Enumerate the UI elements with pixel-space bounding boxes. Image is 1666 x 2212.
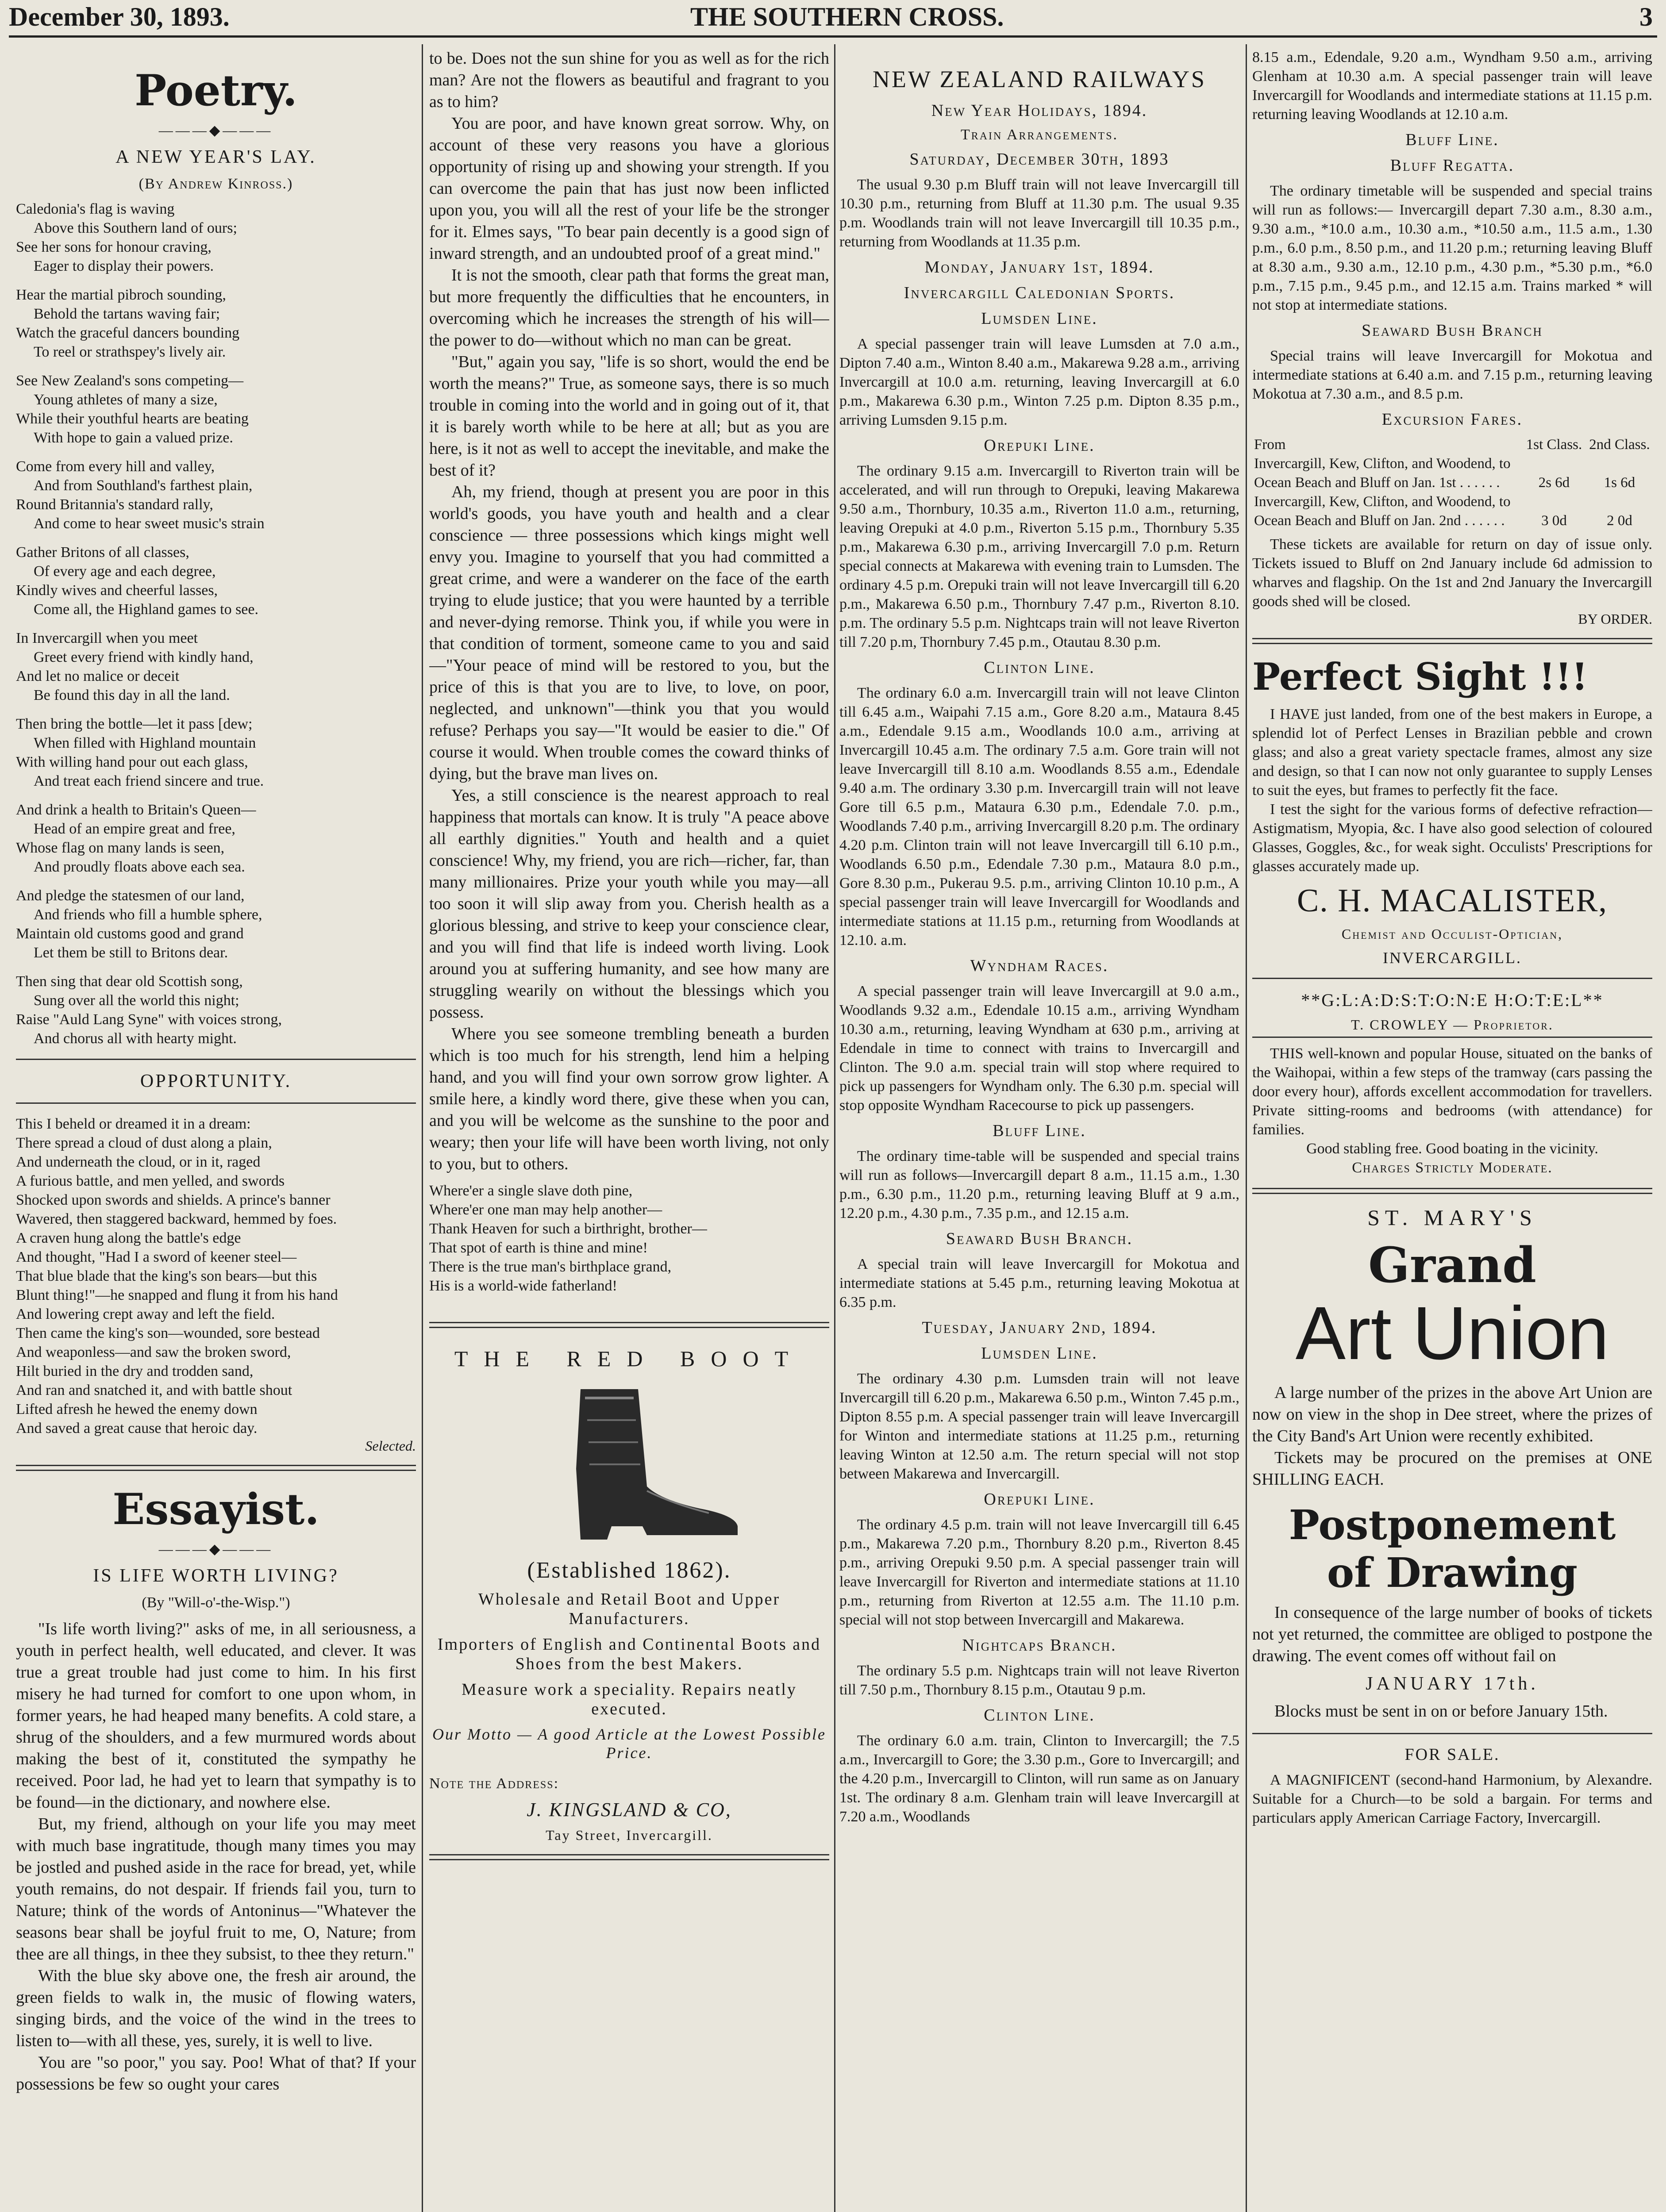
- poem-line: And lowering crept away and left the field.: [16, 1306, 275, 1322]
- poem-line: With willing hand pour out each glass,: [16, 754, 248, 770]
- fares-column-header: 2nd Class.: [1589, 437, 1650, 453]
- for-sale-text: A MAGNIFICENT (second-hand Harmonium, by Alexandre. Suitable for a Church—to be sold a bargain. For terms and particulars apply American Carriage Factory, Invercargill.: [1252, 1772, 1652, 1826]
- poem-line: Greet every friend with kindly hand,: [34, 649, 254, 665]
- poem-line: Watch the graceful dancers bounding: [16, 325, 240, 341]
- boot-illustration: [514, 1380, 744, 1548]
- art-union-heading-3: Art Union: [1295, 1291, 1609, 1375]
- section-heading: Lumsden Line.: [981, 1344, 1098, 1363]
- hotel-proprietor: T. CROWLEY — Proprietor.: [1252, 1017, 1652, 1038]
- poem-line: Maintain old customs good and grand: [16, 926, 244, 942]
- column-4: [1252, 48, 1652, 2212]
- poem-line: Blunt thing!"—he snapped and flung it from his hand: [16, 1287, 338, 1303]
- for-sale-heading: FOR SALE.: [1404, 1745, 1500, 1764]
- fares-text: These tickets are available for return on day of issue only. Tickets issued to Bluff on 2nd January include 6d admission to wharves and flagship. On the 1st and 2nd January the Invercargill goods shed will be closed.: [1252, 536, 1652, 610]
- poem-line: Whose flag on many lands is seen,: [16, 840, 225, 856]
- regatta-text: The ordinary timetable will be suspended and special trains will run as follows:— Invercargill depart 7.30 a.m., 8.30 a.m., 9.30 a.m., *10.0 a.m., 10.30 a.m., *10.50 a.m., 11.5 a.m., 1.30 p.m., 6.0 p.m., 8.50 p.m., and 11.20 p.m.; returning leaving Bluff at 8.30 a.m., 9.30 a.m., 12.10 p.m., 4.30 p.m., *5.30 p.m., *6.0 p.m., 7.15 p.m., 9.45 p.m., and 12.15 a.m. Trains marked * will not stop at intermediate stations.: [1252, 183, 1652, 313]
- hotel-heading: **G:L:A:D:S:T:O:N:E H:O:T:E:L**: [1301, 990, 1604, 1010]
- stanza: [16, 457, 416, 533]
- notice-text: A special train will leave Invercargill for Mokotua and intermediate stations at 5.45 p.m., returning leaving Mokotua at 6.35 p.m.: [839, 1256, 1239, 1310]
- poem-line: And friends who fill a humble sphere,: [34, 906, 262, 923]
- stanza: [16, 800, 416, 876]
- newspaper-title: THE SOUTHERN CROSS.: [690, 2, 1004, 31]
- notice-text: The usual 9.30 p.m Bluff train will not leave Invercargill till 10.30 p.m., returning from Bluff at 11.30 p.m. The usual 9.35 p.m. Woodlands train will not leave Invercargill till 10.35 p.m., returning from Woodlands at 11.35 p.m.: [839, 177, 1239, 250]
- fares-cell: Invercargill, Kew, Clifton, and Woodend, to Ocean Beach and Bluff on Jan. 2nd . . . . . .: [1254, 494, 1511, 529]
- verse-line: Thank Heaven for such a birthright, brother—: [429, 1221, 707, 1237]
- poem-line: And proudly floats above each sea.: [34, 859, 245, 875]
- column-rule: [834, 44, 835, 2212]
- section-heading: Invercargill Caledonian Sports.: [904, 284, 1175, 302]
- poem-line: While their youthful hearts are beating: [16, 411, 249, 427]
- poem-line: Hear the martial pibroch sounding,: [16, 287, 226, 303]
- section-heading: Lumsden Line.: [981, 309, 1098, 328]
- fares-cell: 2s 6d: [1538, 475, 1570, 491]
- fares-cell: Invercargill, Kew, Clifton, and Woodend, to Ocean Beach and Bluff on Jan. 1st . . . . . .: [1254, 456, 1511, 491]
- verse-line: That spot of earth is thine and mine!: [429, 1240, 648, 1256]
- section-heading: Saturday, December 30th, 1893: [909, 150, 1170, 169]
- poem-line: And come to hear sweet music's strain: [34, 515, 265, 532]
- ornament: ———◆———: [158, 122, 273, 138]
- stanza: [16, 371, 416, 447]
- poem-line: A craven hung along the battle's edge: [16, 1230, 241, 1246]
- poem-line: And from Southland's farthest plain,: [34, 477, 253, 494]
- red-boot-lines: [429, 1590, 829, 1719]
- poem-line: Round Britannia's standard rally,: [16, 496, 213, 513]
- stanza: [16, 886, 416, 962]
- poetry-heading: Poetry.: [135, 65, 297, 115]
- poem-line: Sung over all the world this night;: [34, 992, 239, 1009]
- essay-paragraph: Where you see someone trembling beneath a burden which is too much for his strength, lend him a helping hand, and you will find your own sorrow grow lighter. A smile here, a kindly word there, give these when you can, and you will be welcome as the sunshine to the poor and weary; then your life will have been worth living, not only to you, but to others.: [429, 1025, 829, 1173]
- perfect-sight-heading: Perfect Sight !!!: [1252, 655, 1588, 699]
- essay-paragraph: "But," again you say, "life is so short, would the end be worth the means?" True, as someone says, there is so much trouble in coming into the world and in going out of it, that it is barely worth while to be here at all; but as you are here, is it not as well to accept the inevitable, and make the best of it?: [429, 353, 829, 480]
- issue-date: December 30, 1893.: [9, 2, 230, 31]
- poem-line: Come all, the Highland games to see.: [34, 601, 258, 618]
- poem-line: Eager to display their powers.: [34, 258, 214, 274]
- poem-author: (By Andrew Kinross.): [139, 176, 293, 192]
- bluff-heading: Bluff Line.: [1405, 131, 1499, 149]
- postponement-heading: Postponement: [1289, 1501, 1616, 1549]
- by-order: BY ORDER.: [1578, 611, 1652, 627]
- poem-line: Be found this day in all the land.: [34, 687, 230, 703]
- fares-table: [1252, 435, 1652, 530]
- divider: [16, 1059, 416, 1060]
- stanza: [16, 285, 416, 361]
- poem-line: Shocked upon swords and shields. A prince's banner: [16, 1192, 331, 1208]
- poem-line: Raise "Auld Lang Syne" with voices strong,: [16, 1011, 282, 1028]
- poem-title: OPPORTUNITY.: [140, 1071, 292, 1091]
- poem-line: And underneath the cloud, or in it, raged: [16, 1154, 261, 1170]
- hotel-text-2: Good stabling free. Good boating in the vicinity.: [1306, 1141, 1598, 1157]
- art-union-text-2: Tickets may be procured on the premises at ONE SHILLING EACH.: [1252, 1448, 1652, 1489]
- regatta-heading: Bluff Regatta.: [1390, 156, 1515, 175]
- continued-text: 8.15 a.m., Edendale, 9.20 a.m., Wyndham 9.50 a.m., arriving Glenham at 10.30 a.m. A special passenger train will leave Invercargill for Woodlands and intermediate stations at 11.15 p.m. returning leaving Woodlands at 12.10 a.m.: [1252, 49, 1652, 123]
- ornament: ———◆———: [158, 1541, 273, 1557]
- poem-line: Let them be still to Britons dear.: [34, 945, 228, 961]
- essay-paragraph: to be. Does not the sun shine for you as well as for the rich man? Are not the flowers as beautiful and fragrant to you as to him?: [429, 49, 829, 111]
- fares-row: [1252, 454, 1652, 492]
- red-boot-title: THE RED BOOT: [454, 1346, 804, 1371]
- notice-text: The ordinary 4.5 p.m. train will not leave Invercargill till 6.45 p.m., Makarewa 7.20 p.m., Thornbury 8.20 p.m., Riverton 8.45 p.m., arriving Orepuki 9.50 p.m. A special passenger train will leave Invercargill for Riverton and intermediate stations at 11.10 p.m., returning from Riverton at 12.55 a.m. The 11.10 p.m. special will not stop between Invercargill and Makarewa.: [839, 1517, 1239, 1628]
- fares-cell: 1s 6d: [1604, 475, 1635, 491]
- stanza: [16, 543, 416, 619]
- macalister-role: Chemist and Occulist-Optician,: [1341, 926, 1563, 942]
- essay-paragraph: But, my friend, although on your life you may meet with much base ingratitude, though many times you may be jostled and pushed aside in the race for bread, yet, while youth remains, do not despair. If friends fail you, turn to Nature; think of the words of Antoninus—"Whatever the seasons bear shall be joyful fruit to me, O, Nature; from thee are all things, in thee they subsist, to thee they return.": [16, 1815, 416, 1963]
- poem-line: And let no malice or deceit: [16, 668, 180, 684]
- essay-body: [16, 1618, 416, 2095]
- poem-line: There spread a cloud of dust along a plain,: [16, 1135, 272, 1151]
- divider: [1252, 978, 1652, 979]
- divider: [1252, 1733, 1652, 1734]
- advert-line: Measure work a speciality. Repairs neatly executed.: [462, 1680, 797, 1718]
- postponement-text-2: Blocks must be sent in on or before January 15th.: [1274, 1702, 1608, 1720]
- poem-line: Wavered, then staggered backward, hemmed by foes.: [16, 1211, 337, 1227]
- poem-line: Then came the king's son—wounded, sore bestead: [16, 1325, 320, 1341]
- poem-line: When filled with Highland mountain: [34, 735, 256, 751]
- fares-column-header: 1st Class.: [1526, 437, 1582, 453]
- essay-paragraph: With the blue sky above one, the fresh air around, the green fields to walk in, the music of flowing waters, singing birds, and the voice of the wind in the trees to listen to—with all these, yes, surely, it is well to live.: [16, 1966, 416, 2050]
- hotel-text-3: Charges Strictly Moderate.: [1352, 1160, 1553, 1176]
- poem-line: Kindly wives and cheerful lasses,: [16, 582, 218, 599]
- divider: [16, 1102, 416, 1104]
- notice-text: A special passenger train will leave Invercargill at 9.0 a.m., Woodlands 9.32 a.m., Edendale 10.15 a.m., arriving Wyndham 10.30 a.m., returning, leaving Wyndham at 630 p.m., arriving at Edendale in time to connect with trains to Invercargill and Clinton. The 9.0 a.m. special train will stop where required to pick up passengers for Wyndham only. The 6.30 p.m. special will stop opposite Wyndham Racecourse to pick up passengers.: [839, 983, 1239, 1114]
- essay-title: IS LIFE WORTH LIVING?: [93, 1566, 339, 1586]
- notice-text: The ordinary 6.0 a.m. Invercargill train will not leave Clinton till 6.45 a.m., Waipahi 7.15 a.m., Gore 8.20 a.m., Mataura 8.45 a.m., Edendale 9.15 a.m., Woodlands 10.0 a.m., arriving at Invercargill 10.45 a.m. The ordinary 7.5 a.m. Gore train will not leave Invercargill till 8.10 a.m. Woodlands 8.55 a.m., Edendale 9.40 a.m. The ordinary 3.30 p.m. Invercargill train will not leave Gore till 6.5 p.m., Mataura 6.30 p.m., Edendale 7.0. p.m., Woodlands 7.40 p.m., arriving Invercargill 8.20 p.m. The ordinary 4.20 p.m. Clinton train will not leave Invercargill till 6.10 p.m., Woodlands 6.50 p.m., Edendale 7.30 p.m., Mataura 8.0 p.m., Gore 8.30 p.m., Pukerau 9.5. p.m., arriving Clinton 10.10 p.m., A special passenger train will leave Invercargill for Woodlands and intermediate stations at 11.15 p.m., returning from Woodlands at 12.10. a.m.: [839, 685, 1239, 949]
- verse-line: Where'er a single slave doth pine,: [429, 1183, 633, 1199]
- poem-line: And treat each friend sincere and true.: [34, 773, 264, 789]
- column-2: [429, 48, 829, 2212]
- fares-heading: Excursion Fares.: [1381, 410, 1523, 429]
- postponement-heading-2: of Drawing: [1327, 1549, 1578, 1597]
- poem-line: A furious battle, and men yelled, and swords: [16, 1173, 285, 1189]
- poem-line: Lifted afresh he hewed the enemy down: [16, 1401, 258, 1417]
- divider: [429, 1854, 829, 1860]
- poem-line: And thought, "Had I a sword of keener steel—: [16, 1249, 297, 1265]
- section-heading: Orepuki Line.: [984, 436, 1095, 455]
- section-heading: Nightcaps Branch.: [962, 1636, 1117, 1655]
- hotel-text: THIS well-known and popular House, situated on the banks of the Waihopai, within a few steps of the tramway (cars passing the door every hour), affords excellent accommodation for travellers. Private sitting-rooms and bedrooms (with attendance) for families.: [1252, 1045, 1652, 1138]
- art-union-heading-1: ST. MARY'S: [1367, 1205, 1537, 1230]
- column-1: [16, 48, 416, 2212]
- poem-line: And weaponless—and saw the broken sword,: [16, 1344, 291, 1360]
- section-heading: Bluff Line.: [993, 1121, 1086, 1140]
- verse-line: His is a world-wide fatherland!: [429, 1278, 617, 1294]
- verse-line: Where'er one man may help another—: [429, 1202, 662, 1218]
- poem-line: And pledge the statesmen of our land,: [16, 887, 245, 904]
- essay-continued: [429, 48, 829, 1175]
- poem-line: Head of an empire great and free,: [34, 821, 235, 837]
- notice-text: The ordinary 5.5 p.m. Nightcaps train will not leave Riverton till 7.50 p.m., Thornbury 8.15 p.m., Otautau 9 p.m.: [839, 1663, 1239, 1698]
- firm-street: Tay Street, Invercargill.: [546, 1827, 713, 1843]
- advert-line: Wholesale and Retail Boot and Upper Manufacturers.: [478, 1590, 781, 1628]
- essay-paragraph: Yes, a still conscience is the nearest approach to real happiness that mortals can know. It is truly "A peace above all earthly dignities." Youth and health and a quiet conscience! Why, my friend, you are rich—richer, far, than many millionaires. Prize your youth while you may—all too soon it will slip away from you. Cherish health as a glorious blessing, and strive to keep your conscience clear, and you will find that life is indeed worth living. Look around you at suffering humanity, and see how many are struggling wearily on without the blessings which you possess.: [429, 786, 829, 1022]
- verse: [429, 1181, 829, 1295]
- railways-title: NEW ZEALAND RAILWAYS: [873, 66, 1206, 92]
- verse-line: There is the true man's birthplace grand,: [429, 1259, 672, 1275]
- poem-line: Hilt buried in the dry and trodden sand,: [16, 1363, 254, 1379]
- poem-line: To reel or strathspey's lively air.: [34, 344, 226, 360]
- poem-body: [16, 1114, 416, 1438]
- poem-line: Caledonia's flag is waving: [16, 201, 175, 217]
- notice-text: The ordinary 6.0 a.m. train, Clinton to Invercargill; the 7.5 a.m., Invercargill to Gore; the 3.30 p.m., Gore to Invercargill; and the 4.20 p.m., Invercargill to Clinton, will run same as on January 1st. The ordinary 8 a.m. Glenham train will leave Invercargill at 7.20 a.m., Woodlands: [839, 1732, 1239, 1825]
- fares-cell: 3 0d: [1541, 513, 1567, 529]
- art-union-text: A large number of the prizes in the above Art Union are now on view in the shop in Dee street, where the prizes of the City Band's Art Union were recently exhibited.: [1252, 1383, 1652, 1445]
- poem-line: Come from every hill and valley,: [16, 458, 215, 475]
- fares-cell: 2 0d: [1607, 513, 1632, 529]
- divider: [1252, 1188, 1652, 1194]
- poem-line: This I beheld or dreamed it in a dream:: [16, 1116, 251, 1132]
- poem-line: Above this Southern land of ours;: [34, 220, 237, 236]
- poem-credit: Selected.: [365, 1438, 416, 1454]
- poem-line: Then bring the bottle—let it pass [dew;: [16, 716, 253, 732]
- stanza: [16, 714, 416, 791]
- poem-line: With hope to gain a valued prize.: [34, 430, 233, 446]
- column-rule: [1246, 44, 1247, 2212]
- masthead: [9, 0, 1657, 38]
- essay-paragraph: You are poor, and have known great sorrow. Why, on account of these very reasons you have a glorious opportunity of rising up and showing your strength. If you can overcome the pain that has just now been inflicted upon you, you will all the rest of your life be the stronger for it. Elmes says, "To bear pain decently is a good sign of inward strength, and an undoubted proof of a great mind.": [429, 114, 829, 263]
- poem-line: In Invercargill when you meet: [16, 630, 198, 646]
- poem-line: That blue blade that the king's son bears—but this: [16, 1268, 317, 1284]
- poem-line: See New Zealand's sons competing—: [16, 373, 244, 389]
- notice-text: A special passenger train will leave Lumsden at 7.0 a.m., Dipton 7.40 a.m., Winton 8.40 a.m., Makarewa 9.28 a.m., arriving Invercargill at 10.0 a.m. returning, leaving Invercargill at 6.0 p.m., Makarewa 6.30 p.m., Winton 7.25 p.m. Dipton 8.35 p.m., arriving Lumsden 9.15 p.m.: [839, 336, 1239, 428]
- poem-line: Gather Britons of all classes,: [16, 544, 189, 561]
- railways-subtitle: New Year Holidays, 1894.: [931, 101, 1148, 120]
- poem-line: Of every age and each degree,: [34, 563, 216, 580]
- divider: [1252, 638, 1652, 644]
- poem-line: And saved a great cause that heroic day.: [16, 1420, 258, 1436]
- section-heading: Monday, January 1st, 1894.: [924, 258, 1154, 276]
- essay-author: (By "Will-o'-the-Wisp."): [142, 1594, 290, 1611]
- section-heading: Clinton Line.: [984, 658, 1095, 677]
- poem-title: A NEW YEAR'S LAY.: [115, 147, 316, 167]
- section-heading: Wyndham Races.: [970, 956, 1109, 975]
- essayist-heading: Essayist.: [112, 1484, 319, 1534]
- sight-text-2: I test the sight for the various forms of defective refraction—Astigmatism, Myopia, &c. I have also good selection of coloured Glasses, Goggles, &c., for weak sight. Occulists' Prescriptions for glasses accurately made up.: [1252, 801, 1652, 875]
- poem-line: Then sing that dear old Scottish song,: [16, 973, 243, 990]
- section-heading: Tuesday, January 2nd, 1894.: [922, 1318, 1157, 1337]
- railway-notices: [839, 150, 1239, 1826]
- address-label: Note the Address:: [429, 1775, 559, 1792]
- page-number: 3: [1639, 2, 1653, 31]
- poem-line: And chorus all with hearty might.: [34, 1030, 237, 1047]
- section-heading: Clinton Line.: [984, 1706, 1095, 1724]
- seaward-text: Special trains will leave Invercargill for Mokotua and intermediate stations at 6.40 a.m. and 7.15 p.m., returning leaving Mokotua at 7.30 a.m., and 8.5 p.m.: [1252, 348, 1652, 402]
- poem-line: And drink a health to Britain's Queen—: [16, 802, 256, 818]
- postponement-text: In consequence of the large number of books of tickets not yet returned, the committee are obliged to postpone the drawing. The event comes off without fail on: [1252, 1603, 1652, 1665]
- fares-column-header: From: [1254, 437, 1286, 453]
- divider: [429, 1322, 829, 1328]
- notice-text: The ordinary time-table will be suspended and special trains will run as follows—Invercargill depart 8 a.m., 11.15 a.m., 1.30 p.m., 6.30 p.m., 11.20 p.m., returning leaving Bluff at 9 a.m., 12.20 p.m., 4.30 p.m., 7.35 p.m., and 12.15 a.m.: [839, 1148, 1239, 1221]
- column-rule: [422, 44, 423, 2212]
- section-heading: Orepuki Line.: [984, 1490, 1095, 1509]
- stanza: [16, 972, 416, 1048]
- section-heading: Seaward Bush Branch.: [946, 1229, 1133, 1248]
- sight-text: I HAVE just landed, from one of the best makers in Europe, a splendid lot of Perfect Lenses in Brazilian pebble and crown glass; and also a great variety spectacle frames, almost any size and design, so that I can now not only guarantee to supply Lenses to suit the eyes, but frames to perfectly fit the face.: [1252, 706, 1652, 799]
- essay-paragraph: "Is life worth living?" asks of me, in all seriousness, a youth in perfect health, well educated, and clever. It was true a great trouble had just come to him. In his first misery he had turned for comfort to one upon whom, in former years, he had heaped many benefits. A cold stare, a shrug of the shoulders, and a few murmured words about making the best of it, constituted the sympathy he received. Poor lad, he had yet to learn that sympathy is to be found—in the dictionary, and nowhere else.: [16, 1620, 416, 1812]
- macalister-town: INVERCARGILL.: [1383, 949, 1522, 967]
- fares-row: [1252, 492, 1652, 530]
- poem-line: And ran and snatched it, and with battle shout: [16, 1382, 292, 1398]
- notice-text: The ordinary 9.15 a.m. Invercargill to Riverton train will be accelerated, and will run through to Orepuki, leaving Makarewa 9.50 a.m., Thornbury, 10.35 a.m., Riverton 11.0 a.m., returning, leaving Orepuki at 4.0 p.m., Riverton 5.15 p.m., Thornbury 5.35 p.m., Makarewa 6.30 p.m., arriving Invercargill 7.0 p.m. Return special connects at Makarewa with evening train to Lumsden. The ordinary 4.5 p.m. Orepuki train will not leave Invercargill till 6.20 p.m., Makarewa 6.50 p.m., Thornbury 7.47 p.m., Riverton 8.10. p.m. The ordinary 5.5 p.m. Nightcaps train will not leave Riverton till 7.20 p.m, Thornbury 7.45 p.m., Otautau 8.30 p.m.: [839, 463, 1239, 650]
- essay-paragraph: It is not the smooth, clear path that forms the great man, but more frequently the difficulties that he encounters, in overcoming which he increases the strength of his will—the power to do—without which no man can be great.: [429, 266, 829, 349]
- advert-line: Importers of English and Continental Boots and Shoes from the best Makers.: [437, 1635, 821, 1673]
- essay-paragraph: You are "so poor," you say. Poo! What of that? If your possessions be few so ought your cares: [16, 2053, 416, 2093]
- column-3: [839, 48, 1239, 2212]
- motto: Our Motto — A good Article at the Lowest Possible Price.: [432, 1725, 826, 1762]
- stanza: [16, 200, 416, 276]
- poem-body: [16, 200, 416, 1048]
- fares-header-row: [1252, 435, 1652, 454]
- seaward-heading: Seaward Bush Branch: [1362, 321, 1543, 340]
- macalister-name: C. H. MACALISTER,: [1297, 883, 1608, 919]
- postponement-date: JANUARY 17th.: [1366, 1674, 1539, 1694]
- poem-line: Young athletes of many a size,: [34, 392, 218, 408]
- divider: [16, 1465, 416, 1471]
- notice-text: The ordinary 4.30 p.m. Lumsden train will not leave Invercargill till 6.20 p.m., Makarewa 6.50 p.m., Winton 7.45 p.m., Dipton 8.55 p.m. A special passenger train will leave Invercargill for Winton and intermediate stations at 11.25 p.m., returning leaving Winton at 12.50 a.m. The return special will not stop between Makarewa and Invercargill.: [839, 1371, 1239, 1482]
- stanza: [16, 629, 416, 705]
- established: (Established 1862).: [527, 1558, 731, 1583]
- poem-line: Behold the tartans waving fair;: [34, 306, 220, 322]
- essay-paragraph: Ah, my friend, though at present you are poor in this world's goods, you have youth and health and a clear conscience — three possessions which kings might well envy you. Imagine to yourself that you had committed a great crime, and were a wanderer on the face of the earth trying to elude justice; that you were haunted by a terrible and never-dying remorse. Think you, if while you were in that condition of torment, someone came to you and said—"Your peace of mind will be restored to you, but the price of this is that you are to live, to love, on poor, neglected, and unknown"—think you that you would refuse? Perhaps you say—"It would be easier to die." Of course it would. When trouble comes the coward thinks of dying, but the brave man lives on.: [429, 483, 829, 783]
- poem-line: See her sons for honour craving,: [16, 239, 212, 255]
- railways-subtitle-2: Train Arrangements.: [960, 127, 1119, 143]
- art-union-heading-2: Grand: [1368, 1237, 1537, 1294]
- firm-name: J. KINGSLAND & CO,: [527, 1799, 732, 1820]
